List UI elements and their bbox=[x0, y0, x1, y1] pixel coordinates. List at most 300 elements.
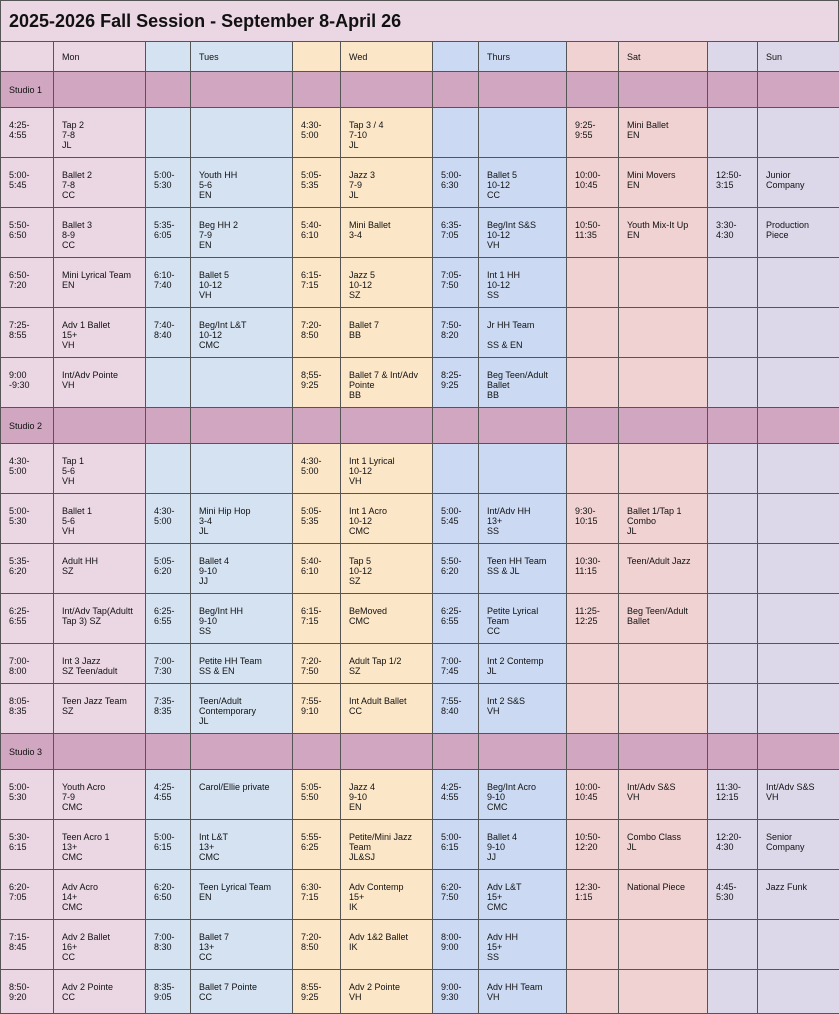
time-text: 5:30 bbox=[154, 180, 190, 190]
class-cell bbox=[479, 258, 567, 308]
time-text: 7:05 bbox=[441, 230, 478, 240]
class-cell bbox=[479, 494, 567, 544]
time-cell bbox=[708, 108, 758, 158]
time-cell bbox=[146, 258, 191, 308]
class-text: SS bbox=[487, 290, 566, 300]
class-text: 3-4 bbox=[349, 230, 432, 240]
class-text: Int/Adv HH bbox=[487, 506, 566, 516]
time-text: 6:55 bbox=[154, 616, 190, 626]
time-cell bbox=[567, 870, 619, 920]
class-text: 7-8 bbox=[62, 180, 145, 190]
time-cell bbox=[708, 920, 758, 970]
time-cell bbox=[708, 308, 758, 358]
class-cell bbox=[341, 444, 433, 494]
class-text: 5-6 bbox=[199, 180, 292, 190]
time-cell bbox=[708, 870, 758, 920]
time-text: 6:05 bbox=[154, 230, 190, 240]
class-cell bbox=[619, 208, 708, 258]
class-text: 13+ bbox=[199, 842, 292, 852]
class-cell bbox=[479, 108, 567, 158]
time-header bbox=[1, 42, 54, 72]
class-cell bbox=[619, 970, 708, 1014]
class-cell bbox=[54, 158, 146, 208]
class-cell bbox=[341, 158, 433, 208]
time-text: 9:30 bbox=[441, 992, 478, 1002]
time-cell bbox=[567, 920, 619, 970]
class-text: 10-12 bbox=[349, 566, 432, 576]
class-cell bbox=[341, 870, 433, 920]
time-cell bbox=[293, 544, 341, 594]
class-text: Int L&T bbox=[199, 832, 292, 842]
class-text: Piece bbox=[766, 230, 839, 240]
class-cell bbox=[758, 684, 839, 734]
class-text: Beg/Int L&T bbox=[199, 320, 292, 330]
time-text: 8:50 bbox=[301, 330, 340, 340]
time-header bbox=[146, 42, 191, 72]
day-header-row bbox=[1, 42, 839, 72]
time-cell bbox=[293, 444, 341, 494]
class-text: Jazz 3 bbox=[349, 170, 432, 180]
class-text: Mini Hip Hop bbox=[199, 506, 292, 516]
class-cell bbox=[54, 970, 146, 1014]
time-cell bbox=[433, 920, 479, 970]
class-text: 15+ bbox=[349, 892, 432, 902]
time-cell bbox=[1, 208, 54, 258]
class-text: 10-12 bbox=[199, 330, 292, 340]
class-cell bbox=[479, 308, 567, 358]
class-text: BeMoved bbox=[349, 606, 432, 616]
class-text: 10-12 bbox=[199, 280, 292, 290]
time-text: 7:55- bbox=[301, 696, 340, 706]
time-cell bbox=[708, 770, 758, 820]
class-cell bbox=[191, 870, 293, 920]
time-text: 5:55- bbox=[301, 832, 340, 842]
class-text: Junior bbox=[766, 170, 839, 180]
time-cell bbox=[146, 920, 191, 970]
class-text: 10-12 bbox=[349, 516, 432, 526]
time-cell bbox=[433, 158, 479, 208]
time-text: -9:30 bbox=[9, 380, 53, 390]
class-text: Youth HH bbox=[199, 170, 292, 180]
time-cell bbox=[146, 158, 191, 208]
class-text: Beg/Int Acro bbox=[487, 782, 566, 792]
time-text: 6:20- bbox=[441, 882, 478, 892]
class-cell bbox=[758, 820, 839, 870]
time-text: 5:35- bbox=[9, 556, 53, 566]
time-text: 7:15- bbox=[9, 932, 53, 942]
class-cell bbox=[54, 444, 146, 494]
class-cell bbox=[758, 358, 839, 408]
class-text: 7-10 bbox=[349, 130, 432, 140]
class-text: 5-6 bbox=[62, 466, 145, 476]
time-cell bbox=[146, 644, 191, 684]
class-text: EN bbox=[627, 230, 707, 240]
time-text: 7:00- bbox=[154, 656, 190, 666]
schedule-row bbox=[1, 644, 839, 684]
class-text: Production bbox=[766, 220, 839, 230]
time-cell bbox=[708, 970, 758, 1014]
time-text: 5:05- bbox=[301, 170, 340, 180]
time-cell bbox=[708, 358, 758, 408]
studio-band-cell bbox=[479, 734, 567, 770]
class-cell bbox=[619, 544, 708, 594]
class-cell bbox=[619, 158, 708, 208]
time-text: 9:25- bbox=[575, 120, 618, 130]
class-text: CMC bbox=[62, 902, 145, 912]
day-header: Tues bbox=[191, 42, 293, 72]
time-cell bbox=[1, 358, 54, 408]
time-cell bbox=[293, 358, 341, 408]
time-text: 6:35- bbox=[441, 220, 478, 230]
class-text: CC bbox=[199, 992, 292, 1002]
class-text: Int 2 Contemp bbox=[487, 656, 566, 666]
class-text: Ballet 1 bbox=[62, 506, 145, 516]
time-cell bbox=[293, 820, 341, 870]
time-text: 6:50- bbox=[9, 270, 53, 280]
class-text: EN bbox=[199, 240, 292, 250]
time-text: 5:00 bbox=[9, 466, 53, 476]
time-cell bbox=[146, 444, 191, 494]
time-text: 8:00 bbox=[9, 666, 53, 676]
class-text: Adult Tap 1/2 bbox=[349, 656, 432, 666]
class-cell bbox=[479, 358, 567, 408]
class-text: Ballet 1/Tap 1 bbox=[627, 506, 707, 516]
class-text: 3-4 bbox=[199, 516, 292, 526]
class-cell bbox=[479, 594, 567, 644]
studio-band-cell bbox=[191, 734, 293, 770]
class-cell bbox=[54, 208, 146, 258]
time-cell bbox=[567, 444, 619, 494]
class-cell bbox=[758, 970, 839, 1014]
page-title: 2025-2026 Fall Session - September 8-April 26 bbox=[0, 0, 839, 41]
studio-band-cell bbox=[567, 408, 619, 444]
class-text: IK bbox=[349, 942, 432, 952]
class-cell bbox=[341, 644, 433, 684]
class-text: Ballet 7 bbox=[199, 932, 292, 942]
schedule-row bbox=[1, 544, 839, 594]
class-text: SZ bbox=[349, 666, 432, 676]
time-cell bbox=[1, 770, 54, 820]
class-text: Teen Lyrical Team bbox=[199, 882, 292, 892]
studio-band-cell bbox=[708, 408, 758, 444]
studio-row bbox=[1, 72, 839, 108]
studio-band-cell bbox=[191, 72, 293, 108]
studio-band-cell bbox=[433, 72, 479, 108]
time-header bbox=[567, 42, 619, 72]
time-text: 7:20- bbox=[301, 656, 340, 666]
time-text: 6:25- bbox=[154, 606, 190, 616]
class-text: 8-9 bbox=[62, 230, 145, 240]
time-text: 7:40- bbox=[154, 320, 190, 330]
time-text: 7:20- bbox=[301, 320, 340, 330]
class-text bbox=[487, 330, 566, 340]
class-text: 10-12 bbox=[487, 180, 566, 190]
time-text: 10:00- bbox=[575, 170, 618, 180]
class-cell bbox=[341, 970, 433, 1014]
class-cell bbox=[758, 158, 839, 208]
time-cell bbox=[146, 308, 191, 358]
time-text: 6:20 bbox=[154, 566, 190, 576]
class-text: Senior bbox=[766, 832, 839, 842]
time-cell bbox=[708, 258, 758, 308]
time-cell bbox=[567, 644, 619, 684]
studio-band-cell bbox=[146, 72, 191, 108]
class-text: Int/Adv Pointe bbox=[62, 370, 145, 380]
time-text: 5:30- bbox=[9, 832, 53, 842]
class-text: SS bbox=[487, 952, 566, 962]
time-text: 6:15 bbox=[441, 842, 478, 852]
class-cell bbox=[479, 208, 567, 258]
time-text: 12:20 bbox=[575, 842, 618, 852]
class-text: VH bbox=[627, 792, 707, 802]
class-text: CC bbox=[62, 992, 145, 1002]
time-cell bbox=[567, 544, 619, 594]
class-cell bbox=[619, 644, 708, 684]
class-text: 9-10 bbox=[487, 842, 566, 852]
class-cell bbox=[758, 258, 839, 308]
class-text: 13+ bbox=[62, 842, 145, 852]
schedule-row bbox=[1, 108, 839, 158]
class-cell bbox=[619, 258, 708, 308]
class-cell bbox=[191, 358, 293, 408]
time-cell bbox=[1, 494, 54, 544]
class-cell bbox=[619, 308, 708, 358]
time-text: 10:45 bbox=[575, 180, 618, 190]
class-text: JL bbox=[199, 526, 292, 536]
time-text: 8:05- bbox=[9, 696, 53, 706]
class-text: CC bbox=[487, 190, 566, 200]
time-text: 9:00 bbox=[441, 942, 478, 952]
class-text: Teen/Adult bbox=[199, 696, 292, 706]
time-text: 8:25- bbox=[441, 370, 478, 380]
studio-band-cell bbox=[293, 408, 341, 444]
time-text: 10:45 bbox=[575, 792, 618, 802]
class-cell bbox=[479, 770, 567, 820]
class-cell bbox=[191, 644, 293, 684]
class-text: 13+ bbox=[199, 942, 292, 952]
time-text: 7:00- bbox=[441, 656, 478, 666]
class-cell bbox=[54, 920, 146, 970]
time-cell bbox=[708, 444, 758, 494]
time-cell bbox=[433, 684, 479, 734]
class-text: CC bbox=[62, 190, 145, 200]
time-text: 5:50 bbox=[301, 792, 340, 802]
time-cell bbox=[146, 358, 191, 408]
class-cell bbox=[619, 108, 708, 158]
studio-band-cell bbox=[146, 408, 191, 444]
class-cell bbox=[341, 358, 433, 408]
class-text: Teen/Adult Jazz bbox=[627, 556, 707, 566]
studio-band-cell bbox=[619, 408, 708, 444]
class-cell bbox=[619, 494, 708, 544]
class-cell bbox=[54, 544, 146, 594]
schedule-row bbox=[1, 594, 839, 644]
time-cell bbox=[293, 870, 341, 920]
class-text: Int/Adv S&S bbox=[766, 782, 839, 792]
class-text: Team bbox=[487, 616, 566, 626]
time-cell bbox=[708, 594, 758, 644]
time-text: 12:30- bbox=[575, 882, 618, 892]
class-cell bbox=[341, 920, 433, 970]
time-text: 8:50 bbox=[301, 942, 340, 952]
class-text: Ballet 4 bbox=[199, 556, 292, 566]
time-text: 5:50- bbox=[9, 220, 53, 230]
time-cell bbox=[708, 820, 758, 870]
class-cell bbox=[191, 920, 293, 970]
time-text: 5:00- bbox=[441, 170, 478, 180]
time-text: 6:10- bbox=[154, 270, 190, 280]
class-text: Adv HH Team bbox=[487, 982, 566, 992]
time-cell bbox=[1, 108, 54, 158]
time-text: 6:15 bbox=[9, 842, 53, 852]
time-text: 5:50- bbox=[441, 556, 478, 566]
time-text: 9:05 bbox=[154, 992, 190, 1002]
time-cell bbox=[433, 358, 479, 408]
time-text: 9:20 bbox=[9, 992, 53, 1002]
time-text: 5:00- bbox=[441, 506, 478, 516]
class-text: Adv Contemp bbox=[349, 882, 432, 892]
class-cell bbox=[479, 870, 567, 920]
time-text: 7:00- bbox=[154, 932, 190, 942]
class-cell bbox=[619, 684, 708, 734]
time-text: 6:25- bbox=[441, 606, 478, 616]
time-cell bbox=[1, 870, 54, 920]
class-cell bbox=[758, 308, 839, 358]
time-cell bbox=[433, 770, 479, 820]
time-text: 8:35 bbox=[9, 706, 53, 716]
time-cell bbox=[1, 258, 54, 308]
class-cell bbox=[619, 594, 708, 644]
class-text: Beg Teen/Adult bbox=[627, 606, 707, 616]
class-text: SS & EN bbox=[199, 666, 292, 676]
studio-label: Studio 1 bbox=[1, 72, 54, 108]
time-cell bbox=[146, 594, 191, 644]
class-text: 15+ bbox=[487, 942, 566, 952]
class-text: EN bbox=[349, 802, 432, 812]
class-text: 5-6 bbox=[62, 516, 145, 526]
class-cell bbox=[191, 820, 293, 870]
class-text: SZ bbox=[62, 706, 145, 716]
time-text: 3:15 bbox=[716, 180, 757, 190]
class-cell bbox=[758, 108, 839, 158]
time-text: 4:55 bbox=[9, 130, 53, 140]
time-cell bbox=[433, 820, 479, 870]
class-cell bbox=[758, 920, 839, 970]
class-text: Tap 3) SZ bbox=[62, 616, 145, 626]
class-text: Tap 3 / 4 bbox=[349, 120, 432, 130]
class-cell bbox=[191, 684, 293, 734]
time-text: 7:30 bbox=[154, 666, 190, 676]
time-text: 10:15 bbox=[575, 516, 618, 526]
class-cell bbox=[479, 820, 567, 870]
time-cell bbox=[1, 644, 54, 684]
time-text: 4:55 bbox=[154, 792, 190, 802]
time-text: 11:35 bbox=[575, 230, 618, 240]
studio-band-cell bbox=[708, 734, 758, 770]
class-text: Petite/Mini Jazz bbox=[349, 832, 432, 842]
studio-row bbox=[1, 734, 839, 770]
class-text: Tap 2 bbox=[62, 120, 145, 130]
time-text: 7:05 bbox=[9, 892, 53, 902]
time-text: 7:45 bbox=[441, 666, 478, 676]
time-text: 6:20 bbox=[441, 566, 478, 576]
studio-band-cell bbox=[341, 72, 433, 108]
time-cell bbox=[433, 258, 479, 308]
time-cell bbox=[293, 308, 341, 358]
time-text: 5:05- bbox=[154, 556, 190, 566]
schedule-row bbox=[1, 444, 839, 494]
time-text: 12:25 bbox=[575, 616, 618, 626]
class-text: CC bbox=[62, 952, 145, 962]
class-text: JL bbox=[349, 190, 432, 200]
time-text: 4:30- bbox=[154, 506, 190, 516]
time-cell bbox=[567, 770, 619, 820]
time-cell bbox=[708, 494, 758, 544]
time-cell bbox=[293, 644, 341, 684]
class-cell bbox=[54, 644, 146, 684]
class-cell bbox=[341, 544, 433, 594]
class-cell bbox=[758, 870, 839, 920]
class-text: Jazz 5 bbox=[349, 270, 432, 280]
studio-band-cell bbox=[293, 72, 341, 108]
class-text: Ballet 7 Pointe bbox=[199, 982, 292, 992]
class-cell bbox=[191, 544, 293, 594]
time-cell bbox=[433, 870, 479, 920]
time-text: 9:25 bbox=[301, 992, 340, 1002]
studio-band-cell bbox=[758, 734, 839, 770]
studio-band-cell bbox=[54, 72, 146, 108]
class-text: SZ bbox=[349, 576, 432, 586]
day-header: Wed bbox=[341, 42, 433, 72]
time-text: 9:00- bbox=[441, 982, 478, 992]
studio-band-cell bbox=[54, 734, 146, 770]
class-cell bbox=[758, 208, 839, 258]
time-cell bbox=[567, 258, 619, 308]
class-cell bbox=[619, 770, 708, 820]
time-cell bbox=[567, 108, 619, 158]
class-cell bbox=[54, 358, 146, 408]
class-cell bbox=[54, 308, 146, 358]
day-header: Sat bbox=[619, 42, 708, 72]
class-text: CC bbox=[349, 706, 432, 716]
time-cell bbox=[433, 594, 479, 644]
time-text: 9:10 bbox=[301, 706, 340, 716]
schedule-table bbox=[0, 41, 839, 1014]
class-cell bbox=[758, 494, 839, 544]
studio-band-cell bbox=[54, 408, 146, 444]
class-text: Jr HH Team bbox=[487, 320, 566, 330]
schedule-row bbox=[1, 820, 839, 870]
class-text: Adv L&T bbox=[487, 882, 566, 892]
time-cell bbox=[567, 594, 619, 644]
time-text: 7:00- bbox=[9, 656, 53, 666]
time-text: 8:40 bbox=[441, 706, 478, 716]
time-text: 9:30- bbox=[575, 506, 618, 516]
time-text: 5:45 bbox=[441, 516, 478, 526]
class-text: Adv 1&2 Ballet bbox=[349, 932, 432, 942]
class-text: Teen HH Team bbox=[487, 556, 566, 566]
class-text: Youth Mix-It Up bbox=[627, 220, 707, 230]
time-cell bbox=[1, 970, 54, 1014]
time-text: 11:30- bbox=[716, 782, 757, 792]
class-cell bbox=[619, 920, 708, 970]
class-text: Int/Adv Tap(Adultt bbox=[62, 606, 145, 616]
class-cell bbox=[341, 258, 433, 308]
time-cell bbox=[293, 920, 341, 970]
class-text: Beg/Int S&S bbox=[487, 220, 566, 230]
class-text: Adult HH bbox=[62, 556, 145, 566]
class-text: SZ bbox=[62, 566, 145, 576]
